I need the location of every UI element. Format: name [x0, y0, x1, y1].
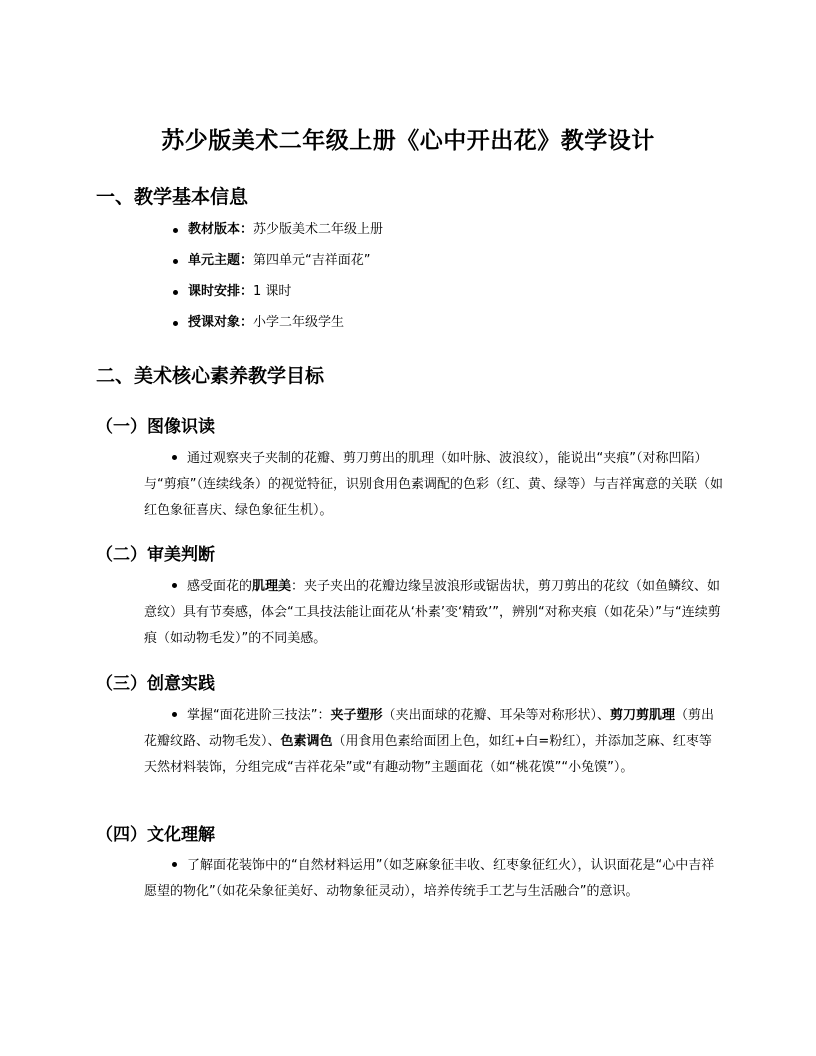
subsection-heading-creative: （三）创意实践: [96, 674, 215, 694]
paragraph-bold-1: 夹子塑形: [330, 708, 383, 723]
bullet-icon: [172, 455, 177, 460]
list-item: [170, 250, 383, 281]
paragraph-aesthetic: [144, 574, 724, 652]
paragraph-text-3: （剪出花瓣纹路、动物毛发）、: [144, 708, 715, 749]
paragraph-bold: 肌理美: [252, 579, 292, 594]
paragraph-text-pre: 感受面花的: [187, 579, 253, 594]
item-label: 授课对象：: [188, 315, 254, 330]
item-value: 小学二年级学生: [253, 315, 345, 330]
paragraph-culture: [144, 853, 724, 905]
document-title: 苏少版美术二年级上册《心中开出花》教学设计: [161, 128, 655, 154]
item-value: 苏少版美术二年级上册: [253, 222, 384, 237]
section-heading-basic-info: 一、教学基本信息: [96, 186, 249, 208]
bullet-icon: [172, 583, 177, 588]
section-heading-objectives: 二、美术核心素养教学目标: [96, 365, 325, 387]
paragraph-image-reading: [144, 446, 724, 524]
item-label: 课时安排：: [188, 284, 254, 299]
paragraph-text-4: （用食用色素给面团上色，如红+白=粉红），并添加芝麻、红枣等天然材料装饰，分组完成“吉祥花朵”或“有趣动物”主题面花（如“桃花馍”“小兔馍”）。: [144, 734, 712, 775]
paragraph-creative: [144, 703, 724, 781]
subsection-heading-culture: （四）文化理解: [96, 825, 215, 845]
item-label: 单元主题：: [188, 253, 254, 268]
list-item: [170, 281, 383, 312]
paragraph-text: ：夹子夹出的花瓣边缘呈波浪形或锯齿状，剪刀剪出的花纹（如鱼鳞纹、如意纹）具有节奏感，体会“工具技法能让面花从‘朴素’变‘精致’”，辨别“对称夹痕（如花朵）”与“连续剪痕（如动物毛发）”的不同美感。: [144, 579, 721, 646]
paragraph-bold-3: 色素调色: [280, 734, 333, 749]
item-label: 教材版本：: [188, 222, 254, 237]
list-item: [170, 312, 383, 343]
paragraph-text: 了解面花装饰中的“自然材料运用”（如芝麻象征丰收、红枣象征红火），认识面花是“心中吉祥愿望的物化”（如花朵象征美好、动物象征灵动），培养传统手工艺与生活融合”的意识。: [144, 858, 715, 899]
subsection-heading-aesthetic: （二）审美判断: [96, 545, 215, 565]
basic-info-list: [170, 219, 383, 343]
bullet-icon: [172, 712, 177, 717]
item-value: 1 课时: [253, 284, 292, 299]
list-item: [170, 219, 383, 250]
subsection-heading-image-reading: （一）图像识读: [96, 417, 215, 437]
bullet-icon: [172, 862, 177, 867]
paragraph-text: 通过观察夹子夹制的花瓣、剪刀剪出的肌理（如叶脉、波浪纹），能说出“夹痕”（对称凹陷）与“剪痕”（连续线条）的视觉特征，识别食用色素调配的色彩（红、黄、绿等）与吉祥寓意的关联（如红色象征喜庆、绿色象征生机）。: [144, 451, 723, 518]
paragraph-text-2: （夹出面球的花瓣、耳朵等对称形状）、: [382, 708, 611, 723]
item-value: 第四单元“吉祥面花”: [253, 253, 371, 268]
paragraph-bold-2: 剪刀剪肌理: [610, 708, 676, 723]
paragraph-text-1: 掌握“面花进阶三技法”：: [187, 708, 331, 723]
